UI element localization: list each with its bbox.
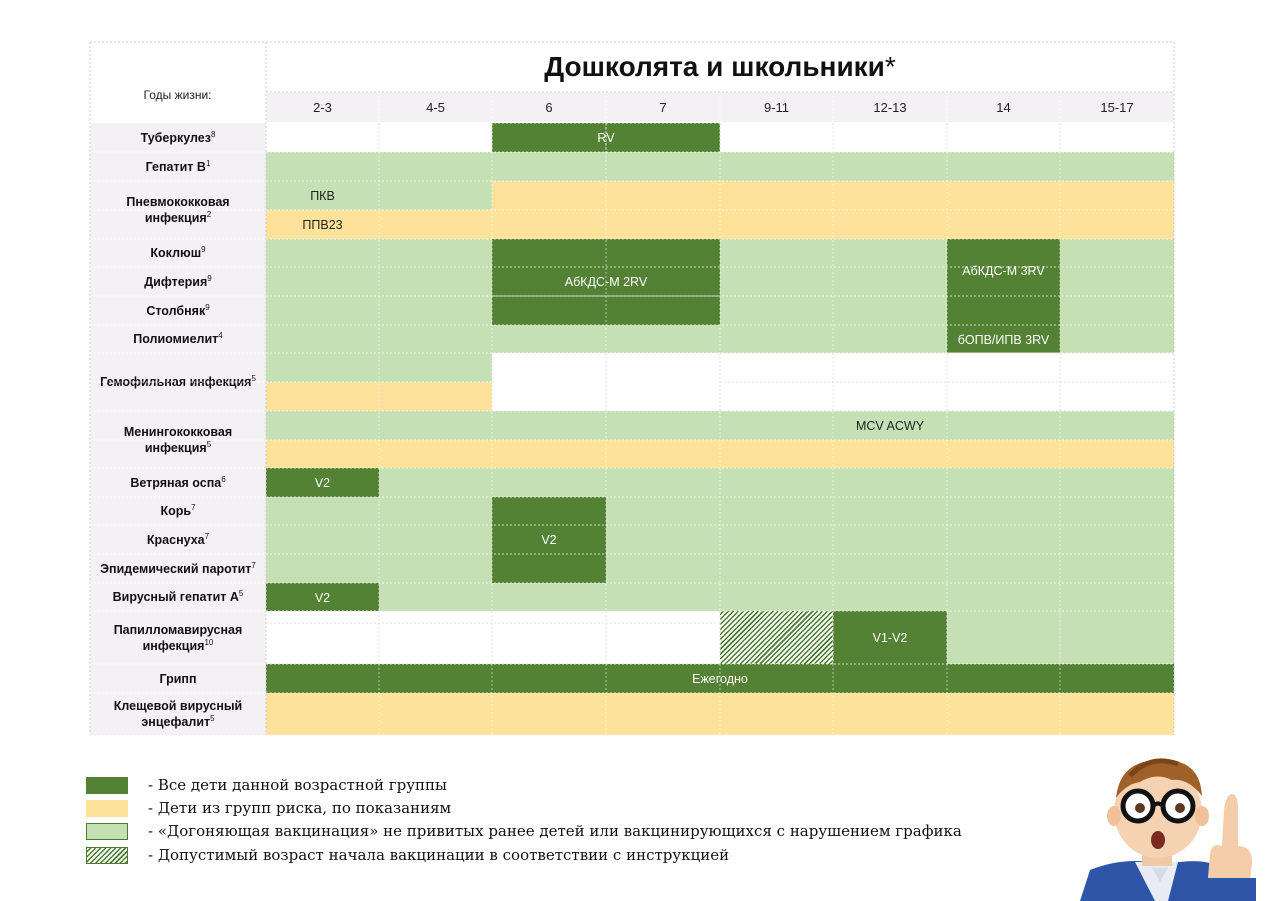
legend-text-hatched: - Допустимый возраст начала вакцинации в соответствии с инструкцией: [148, 846, 730, 864]
row-label-name: Гепатит В: [145, 159, 206, 174]
row-label-name: Столбняк: [146, 303, 206, 318]
row-label-name: Гемофильная инфекция: [100, 375, 252, 389]
row-label-name: Ветряная оспа: [130, 475, 222, 490]
row-label-footnote: 9: [201, 244, 206, 254]
row-label-name: Грипп: [159, 671, 197, 686]
cell-text-varicella: V2: [314, 475, 331, 490]
row-label-footnote: 5: [251, 373, 256, 383]
title-text: Дошколята и школьники: [544, 51, 885, 82]
row-label-footnote: 9: [207, 273, 212, 283]
row-label-footnote: 6: [221, 474, 226, 484]
legend-text-required: - Все дети данной возрастной группы: [148, 776, 447, 794]
row-label-footnote: 8: [210, 129, 216, 139]
row-label-footnote: 7: [191, 502, 196, 512]
cell-text-dtp-6-7: АбКДС-М 2RV: [564, 275, 648, 289]
years-of-life-label: Годы жизни:: [143, 88, 212, 102]
row-label-footnote: 5: [238, 588, 244, 598]
age-header-1: 4-5: [379, 92, 492, 122]
row-label-name: Полиомиелит: [133, 332, 219, 346]
legend-text-risk: - Дети из групп риска, по показаниям: [148, 799, 452, 817]
row-label-footnote: 10: [204, 637, 214, 647]
row-label-name: Менингококковая инфекция: [123, 424, 233, 455]
title-asterisk: *: [884, 51, 896, 82]
row-label-name: Корь: [160, 504, 192, 518]
cell-text-dtp-14: АбКДС-М 3RV: [962, 264, 1045, 278]
row-label-name: Клещевой вирусный энцефалит: [113, 699, 243, 729]
row-label-name: Краснуха: [146, 532, 205, 547]
row-label-footnote: 4: [218, 330, 223, 340]
row-label-footnote: 5: [206, 439, 212, 449]
cell-text-tb: RV: [597, 130, 615, 145]
cell-text-pkv: ПКВ: [310, 188, 335, 203]
age-header-5: 12-13: [833, 92, 947, 122]
row-label-name: Туберкулез: [140, 130, 211, 145]
cell-text-mcv: MCV ACWY: [855, 418, 925, 433]
row-label-footnote: 1: [205, 158, 211, 168]
cell-text-ppv: ППВ23: [302, 217, 343, 232]
row-label-name: Пневмококковая инфекция: [126, 195, 230, 225]
row-label-footnote: 7: [251, 560, 256, 570]
row-label-name: Папилломавирусная инфекция: [113, 622, 243, 653]
row-label-footnote: 9: [205, 302, 210, 312]
row-label-name: Коклюш: [150, 246, 202, 260]
age-header-7: 15-17: [1060, 92, 1174, 122]
age-header-6: 14: [947, 92, 1060, 122]
cell-text-hpv: V1-V2: [872, 630, 908, 645]
row-label-footnote: 2: [206, 209, 212, 219]
age-header-4: 9-11: [720, 92, 833, 122]
row-label-footnote: 5: [210, 713, 215, 723]
cell-text-hepa: V2: [314, 590, 331, 605]
cell-text-mmr: V2: [541, 533, 557, 547]
row-label-name: Эпидемический паротит: [100, 561, 252, 576]
age-header-0: 2-3: [266, 92, 379, 122]
cell-text-flu: Ежегодно: [692, 671, 748, 686]
row-label-name: Вирусный гепатит А: [112, 590, 239, 604]
row-label-footnote: 7: [204, 531, 210, 541]
row-label-name: Дифтерия: [144, 274, 208, 289]
cell-text-polio-14: бОПВ/ИПВ 3RV: [957, 332, 1050, 347]
legend-text-catchup: - «Догоняющая вакцинация» не привитых ранее детей или вакцинирующихся с нарушением графика: [148, 822, 962, 840]
age-header-3: 7: [606, 92, 720, 122]
age-header-2: 6: [492, 92, 606, 122]
